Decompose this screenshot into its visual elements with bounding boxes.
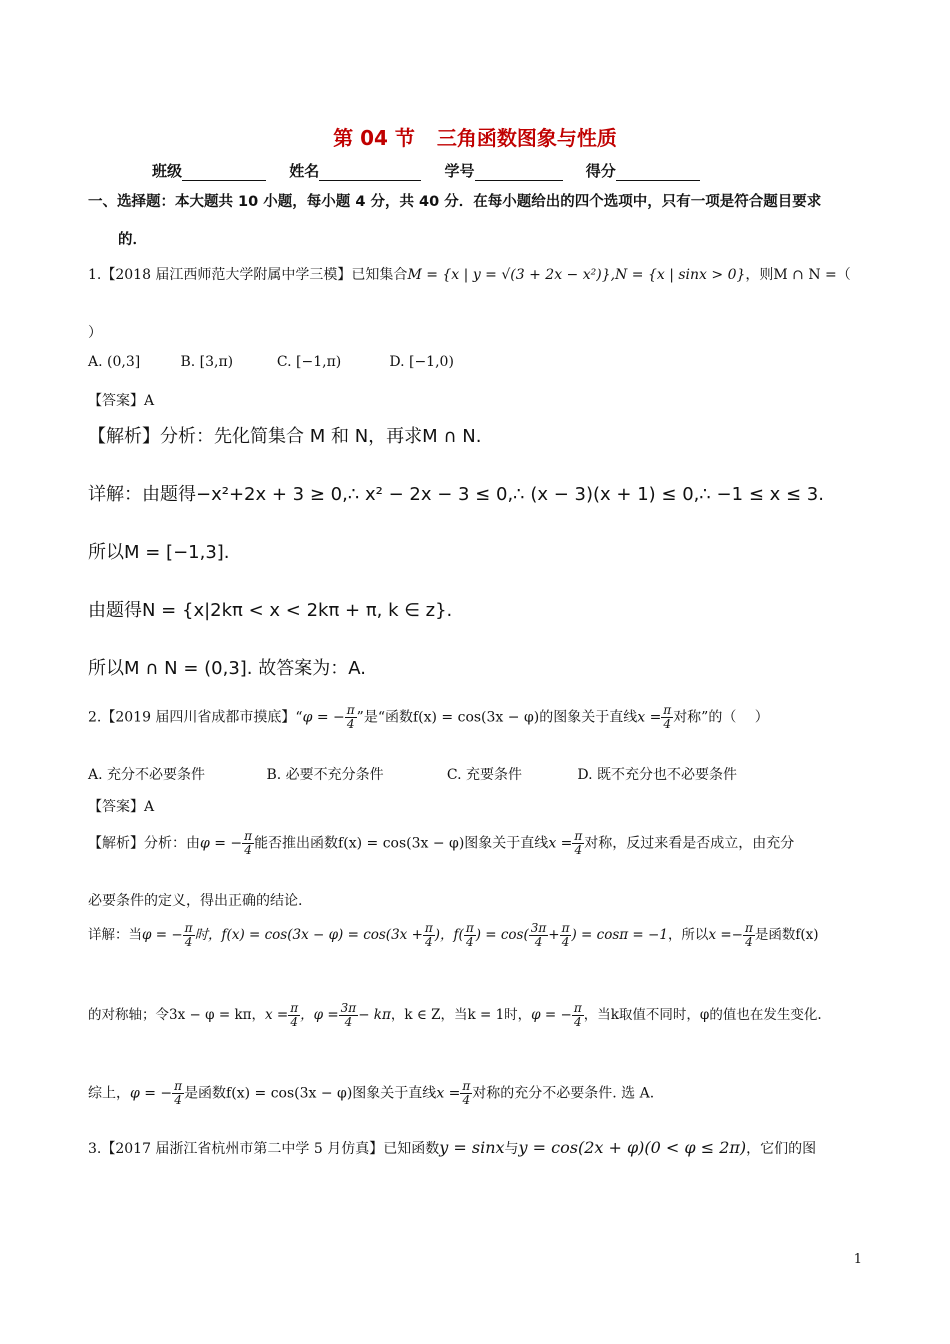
- option-b[interactable]: B. [3,π): [180, 354, 234, 370]
- option-b[interactable]: B. 必要不充分条件: [266, 767, 384, 783]
- solution-1-line-1: 【解析】分析：先化简集合 M 和 N，再求M ∩ N.: [88, 426, 482, 447]
- student-id-field[interactable]: 学号: [445, 160, 563, 181]
- analysis-2-line-1: 【解析】分析：由φ = − $\frac{\pi}{4}$ 能否推出函数f(x) = cos(3x − φ)图象关于直线x = $\frac{\pi}{4}$ 对称，反过来看是否成立，由充分: [88, 829, 795, 857]
- summary-2: 综上，φ = − $\frac{\pi}{4}$ 是函数f(x) = cos(3x − φ)图象关于直线x = $\frac{\pi}{4}$ 对称的充分不必要条件. 选 A.: [88, 1079, 655, 1107]
- analysis-2-line-2: 必要条件的定义，得出正确的结论.: [88, 893, 303, 909]
- solution-1-line-4: 由题得N = {x|2kπ < x < 2kπ + π, k ∈ z}.: [88, 600, 453, 621]
- name-field[interactable]: 姓名: [289, 160, 421, 181]
- option-a[interactable]: A. 充分不必要条件: [88, 767, 206, 783]
- option-c[interactable]: C. [−1,π): [276, 354, 342, 370]
- page-number: 1: [853, 1252, 862, 1267]
- document-page: 第 04 节 三角函数图象与性质 班级 姓名 学号 得分 一、选择题：本大题共 10 小题，每小题 4 分，共 40 分．在每小题给出的四个选项中，只有一项是符合题目要求 的． 1.【2018 届江西师范大学附属中学三模】已知集合M = {x | y = √(3 + 2x − x²)},N = {x | sinx > 0}，则M ∩ N =（ ） A. (0,3] B. [3,π) C. [−1,π) D. [−1,0) 【答案】A 【解析】分析：先化简集合 M 和 N，再求M ∩ N. 详解：由题得−x²+2x + 3 ≥ 0,∴ x² − 2x − 3 ≤ 0,∴ (x − 3)(x + 1) ≤ 0,∴ −1 ≤ x ≤ 3. 所以M = [−1,3]. 由题得N = {x|2kπ < x < 2kπ + π, k ∈ z}. 所以M ∩ N = (0,3]. 故答案为：A. 2.【2019 届四川省成都市摸底】“φ = − $\frac{\pi}{4}$ ”是“函数f(x) = cos(3x − φ)的图象关于直线x = $\frac{\pi}{4}$ 对称”的（ ） A. 充分不必要条件 B. 必要不充分条件 C. 充要条件 D. 既不充分也不必要条件 【答案】A 【解析】分析：由φ = − $\frac{\pi}{4}$ 能否推出函数f(x) = cos(3x − φ)图象关于直线x = $\frac{\pi}{4}$ 对称，反过来看是否成立，由充分 必要条件的定义，得出正确的结论. 详解：当φ = − $\frac{\pi}{4}$ 时，f(x) = cos(3x − φ) = cos(3x + $\frac{\pi}{4}$ )，f( $\frac{\pi}{4}$ ) = cos( $\frac{3\pi}{4}$ + $\frac{\pi}{4}$ ) = cosπ = −1，所以x =− $\frac{\pi}{4}$ 是函数f(x) 的对称轴；令3x − φ = kπ，x = $\frac{\pi}{4}$ ，φ = $\frac{3\pi}{4}$ − kπ，k ∈ Z，当k = 1时，φ = − $\frac{\pi}{4}$ ，当k取值不同时，φ的值也在发生变化. 综上，φ = − $\frac{\pi}{4}$ 是函数f(x) = cos(3x − φ)图象关于直线x = $\frac{\pi}{4}$ 对称的充分不必要条件. 选 A. 3.【2017 届浙江省杭州市第二中学 5 月仿真】已知函数y = sinx与y = cos(2x + φ)(0 < φ ≤ 2π)，它们的图 1: [0, 0, 950, 1344]
- question-1-options: [88, 354, 454, 370]
- option-a[interactable]: A. (0,3]: [88, 354, 141, 370]
- option-d[interactable]: D. 既不充分也不必要条件: [577, 767, 737, 783]
- option-c[interactable]: C. 充要条件: [446, 767, 523, 783]
- question-1-stem: 1.【2018 届江西师范大学附属中学三模】已知集合M = {x | y = √(3 + 2x − x²)},N = {x | sinx > 0}，则M ∩ N =（: [88, 267, 851, 283]
- solution-1-line-2: 详解：由题得−x²+2x + 3 ≥ 0,∴ x² − 2x − 3 ≤ 0,∴ (x − 3)(x + 1) ≤ 0,∴ −1 ≤ x ≤ 3.: [88, 484, 824, 505]
- score-field[interactable]: 得分: [586, 160, 700, 181]
- detail-2-line-2: 的对称轴；令3x − φ = kπ，x = $\frac{\pi}{4}$ ，φ = $\frac{3\pi}{4}$ − kπ，k ∈ Z，当k = 1时，φ = − $\frac{\pi}{4}$ ，当k取值不同时，φ的值也在发生变化.: [88, 1001, 822, 1029]
- solution-1-line-3: 所以M = [−1,3].: [88, 542, 230, 563]
- question-2-options: [88, 764, 737, 784]
- section-heading: 一、选择题：本大题共 10 小题，每小题 4 分，共 40 分．在每小题给出的四个选项中，只有一项是符合题目要求: [88, 194, 822, 210]
- class-field[interactable]: 班级: [152, 160, 266, 181]
- question-2-stem: 2.【2019 届四川省成都市摸底】“φ = − $\frac{\pi}{4}$ ”是“函数f(x) = cos(3x − φ)的图象关于直线x = $\frac{\pi}{4}$ 对称”的（ ）: [88, 703, 769, 731]
- answer-2: 【答案】A: [88, 799, 155, 815]
- section-heading-cont: 的．: [118, 232, 147, 248]
- student-info-fields: [152, 160, 718, 181]
- page-title: 第 04 节 三角函数图象与性质: [333, 126, 617, 150]
- detail-2-line-1: 详解：当φ = − $\frac{\pi}{4}$ 时，f(x) = cos(3x − φ) = cos(3x + $\frac{\pi}{4}$ )，f( $\frac{\pi}{4}$ ) = cos( $\frac{3\pi}{4}$ + $\frac{\pi}{4}$ ) = cosπ = −1，所以x =− $\frac{\pi}{4}$ 是函数f(x): [88, 921, 819, 949]
- answer-1: 【答案】A: [88, 393, 155, 409]
- solution-1-line-5: 所以M ∩ N = (0,3]. 故答案为：A.: [88, 658, 366, 679]
- question-3-stem: 3.【2017 届浙江省杭州市第二中学 5 月仿真】已知函数y = sinx与y = cos(2x + φ)(0 < φ ≤ 2π)，它们的图: [88, 1138, 817, 1157]
- option-d[interactable]: D. [−1,0): [389, 354, 454, 370]
